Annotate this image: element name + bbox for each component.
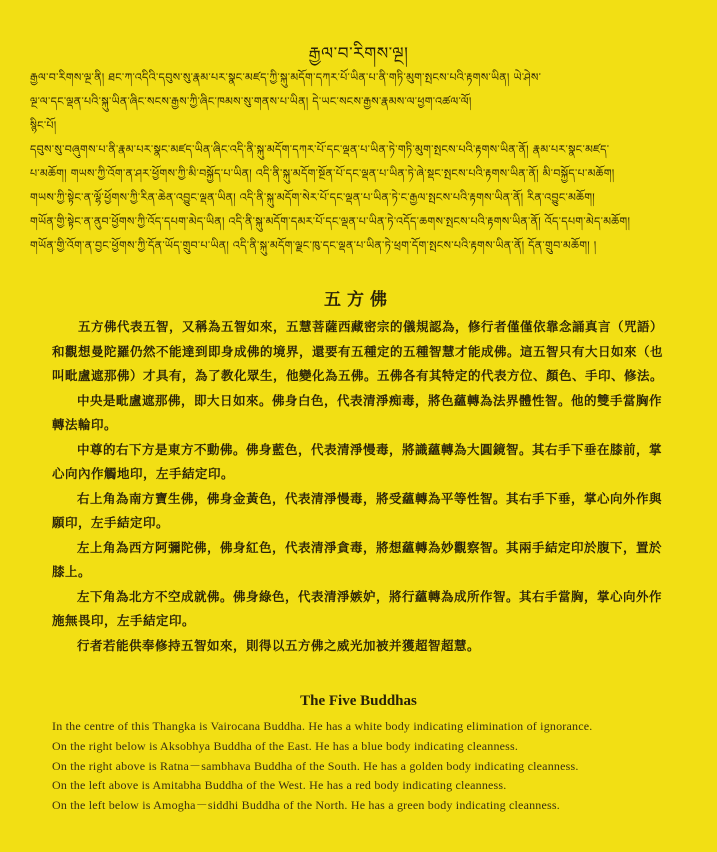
tibetan-line: ལྔ་ལ་དང་ལྡན་པའི་སྐུ་ཡིན་ཞིང་སངས་རྒྱས་ཀྱི་ཞིང་ཁམས་སུ་གནས་པ་ཡིན། དེ་ཡང་སངས་རྒྱས་རྣམས་ལ་ཕྱག་འཚལ་ལོ། (30, 95, 472, 108)
tibetan-line: གཡོན་གྱི་སྟེང་ན་ནུབ་ཕྱོགས་ཀྱི་འོད་དཔག་མེད་ཡིན། འདི་ནི་སྐུ་མདོག་དམར་པོ་དང་ལྡན་པ་ཡིན་ཏེ་འདོད་ཆགས་སྤངས་པའི་རྟགས་ཡིན་ནོ། འོད་དཔག་མེད་མཆོག། (30, 215, 631, 228)
english-line: On the left above is Amitabha Buddha of the West. He has a red body indicating cleanness. (52, 778, 507, 793)
tibetan-line: གཡོན་གྱི་འོག་ན་བྱང་ཕྱོགས་ཀྱི་དོན་ཡོད་གྲུབ་པ་ཡིན། འདི་ནི་སྐུ་མདོག་ལྗང་ཁུ་དང་ལྡན་པ་ཡིན་ཏེ་ཕྲག་དོག་སྤངས་པའི་རྟགས་ཡིན་ནོ། དོན་གྲུབ་མཆོག། ། (30, 239, 597, 252)
english-title: The Five Buddhas (300, 693, 417, 709)
chinese-title: 五方佛 (324, 290, 393, 310)
english-line: On the left below is Amogha－siddhi Buddha of the North. He has a green body indicating cleanness. (52, 798, 560, 813)
english-line: On the right below is Aksobhya Buddha of the East. He has a blue body indicating cleanness. (52, 738, 519, 753)
english-line: On the right above is Ratna－sambhava Buddha of the South. He has a golden body indicating cleanness. (52, 758, 579, 773)
tibetan-title: རྒྱལ་བ་རིགས་ལྔ། (308, 44, 409, 64)
chinese-paragraph: 中尊的右下方是東方不動佛。佛身藍色，代表清淨慢毒，將識蘊轉為大圓鏡智。其右手下垂在膝前，掌心向內作觸地印，左手結定印。 (52, 441, 663, 481)
tibetan-line: རྒྱལ་བ་རིགས་ལྔ་ནི། ཐང་ཀ་འདིའི་དབུས་སུ་རྣམ་པར་སྣང་མཛད་ཀྱི་སྐུ་མདོག་དཀར་པོ་ཡིན་པ་ནི་གཏི་མུག་སྤངས་པའི་རྟགས་ཡིན། ཡེ་ཤེས་ (30, 71, 542, 84)
chinese-paragraph: 五方佛代表五智，又稱為五智如來，五慧菩薩西藏密宗的儀規認為，修行者僅僅依靠念誦真言（咒語）和觀想曼陀羅仍然不能達到即身成佛的境界，還要有五種定的五種智慧才能成佛。這五智只有大日如來（也叫毗盧遮那佛）才具有，為了教化眾生，他變化為五佛。五佛各有其特定的代表方位、顏色、手印、修法。 (52, 319, 664, 383)
tibetan-line: གཡས་ཀྱི་སྟེང་ན་ལྷོ་ཕྱོགས་ཀྱི་རིན་ཆེན་འབྱུང་ལྡན་ཡིན། འདི་ནི་སྐུ་མདོག་སེར་པོ་དང་ལྡན་པ་ཡིན་ཏེ་ང་རྒྱལ་སྤངས་པའི་རྟགས་ཡིན་ནོ། རིན་འབྱུང་མཆོག། (30, 191, 596, 204)
chinese-paragraph: 中央是毗盧遮那佛，即大日如來。佛身白色，代表清淨痴毒，將色蘊轉為法界體性智。他的雙手當胸作轉法輪印。 (52, 392, 663, 432)
chinese-paragraph: 右上角為南方寶生佛，佛身金黃色，代表清淨慢毒，將受蘊轉為平等性智。其右手下垂，掌心向外作與願印，左手結定印。 (52, 490, 663, 530)
english-text-block (52, 717, 692, 816)
english-line: In the centre of this Thangka is Vairocana Buddha. He has a white body indicating elimination of ignorance. (52, 719, 593, 733)
tibetan-line: དབུས་སུ་བཞུགས་པ་ནི་རྣམ་པར་སྣང་མཛད་ཡིན་ཞིང་འདི་ནི་སྐུ་མདོག་དཀར་པོ་དང་ལྡན་པ་ཡིན་ཏེ་གཏི་མུག་སྤངས་པའི་རྟགས་ཡིན་ནོ། རྣམ་པར་སྣང་མཛད་ (30, 143, 610, 156)
tibetan-text-block (30, 66, 690, 258)
tibetan-line: སྙིང་པོ། (30, 119, 57, 132)
chinese-paragraph: 左下角為北方不空成就佛。佛身綠色，代表清淨嫉妒，將行蘊轉為成所作智。其右手當胸，掌心向外作施無畏印，左手結定印。 (52, 588, 663, 628)
tibetan-line: པ་མཆོག། གཡས་ཀྱི་འོག་ན་ཤར་ཕྱོགས་ཀྱི་མི་བསྐྱོད་པ་ཡིན། འདི་ནི་སྐུ་མདོག་སྔོན་པོ་དང་ལྡན་པ་ཡིན་ཏེ་ཞེ་སྡང་སྤངས་པའི་རྟགས་ཡིན་ནོ། མི་བསྐྱོད་པ་མཆོག། (30, 167, 615, 180)
chinese-paragraph: 行者若能供奉修持五智如來，則得以五方佛之威光加被并獲超智超慧。 (77, 637, 481, 653)
chinese-text-block (52, 315, 668, 658)
chinese-paragraph: 左上角為西方阿彌陀佛，佛身紅色，代表清淨貪毒，將想蘊轉為妙觀察智。其兩手結定印於腹下，置於膝上。 (52, 539, 663, 579)
